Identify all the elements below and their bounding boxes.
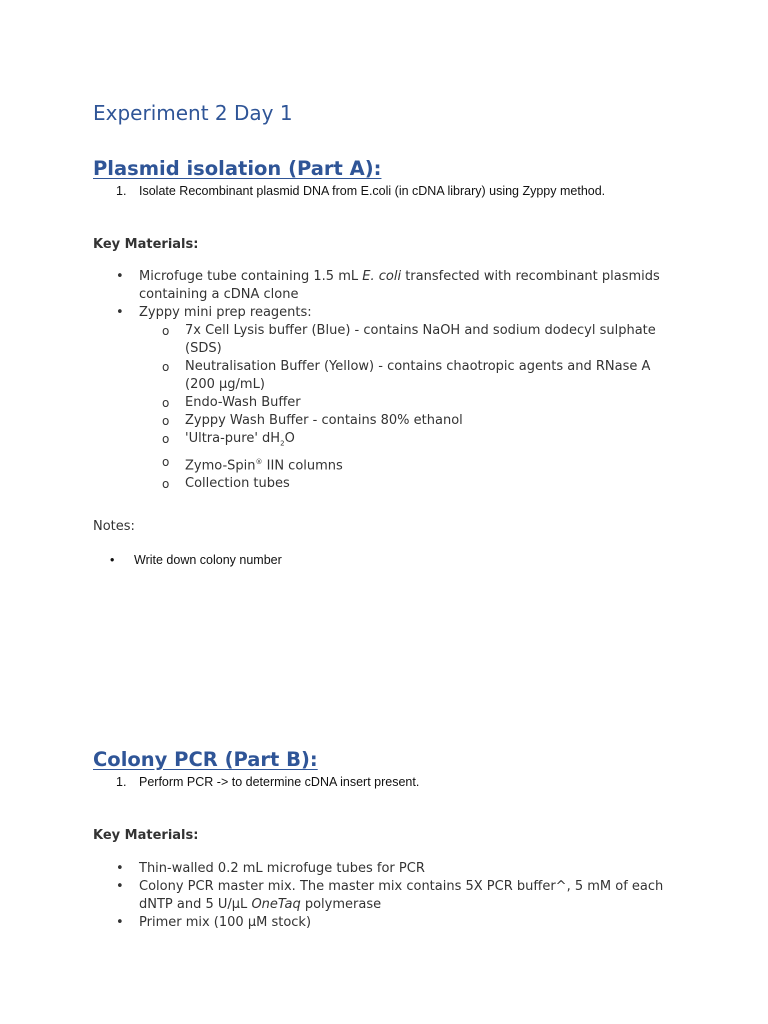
reagent-item: o Neutralisation Buffer (Yellow) - contains chaotropic agents and RNase A (200 µg/mL) (162, 358, 676, 394)
bullet: • (110, 553, 115, 567)
reagent-item: o Endo-Wash Buffer (162, 394, 676, 412)
enzyme-name: OneTaq (251, 897, 301, 912)
material-text: Microfuge tube containing 1.5 mL (139, 269, 363, 284)
part-a-step-1 (116, 184, 605, 198)
material-item (116, 268, 676, 304)
reagent-item: o Collection tubes (162, 475, 676, 493)
step-number: 1. (116, 184, 127, 198)
reagent-text: 'Ultra-pure' dH (185, 431, 281, 446)
reagent-item: o Zyppy Wash Buffer - contains 80% ethanol (162, 412, 676, 430)
step-text: Perform PCR -> to determine cDNA insert present. (139, 775, 420, 789)
part-a-materials-label: Key Materials: (93, 237, 199, 252)
part-a-materials-list (116, 268, 676, 493)
reagent-item: o 7x Cell Lysis buffer (Blue) - contains NaOH and sodium dodecyl sulphate (SDS) (162, 322, 676, 358)
reagent-item (162, 430, 676, 453)
part-b-step-1 (116, 775, 419, 789)
reagent-sublist (139, 322, 676, 493)
section-heading-part-b: Colony PCR (Part B): (93, 748, 318, 771)
material-item (116, 304, 676, 493)
material-text: polymerase (300, 897, 382, 912)
step-number: 1. (116, 775, 127, 789)
material-item: • Thin-walled 0.2 mL microfuge tubes for PCR (116, 860, 676, 878)
reagent-text: IIN columns (262, 457, 343, 473)
part-b-materials-label: Key Materials: (93, 828, 199, 843)
step-text: Isolate Recombinant plasmid DNA from E.coli (in cDNA library) using Zyppy method. (139, 184, 606, 198)
notes-list (110, 553, 282, 567)
subscript: 2 (280, 439, 285, 448)
part-b-materials-list (116, 860, 676, 932)
reagent-text: O (284, 431, 295, 446)
material-text: Zyppy mini prep reagents: (139, 305, 312, 320)
material-item: • Primer mix (100 µM stock) (116, 914, 676, 932)
superscript: ® (255, 457, 263, 466)
material-text: transfected with recombinant plasmids containing a cDNA clone (139, 269, 660, 302)
notes-label: Notes: (93, 519, 135, 534)
organism-name: E. coli (362, 269, 402, 284)
section-heading-part-a: Plasmid isolation (Part A): (93, 157, 382, 180)
document-title: Experiment 2 Day 1 (93, 101, 293, 125)
reagent-item (162, 453, 676, 475)
reagent-text: Zymo-Spin (185, 457, 256, 473)
note-item: Write down colony number (134, 553, 282, 567)
material-item (116, 878, 676, 914)
material-text: Colony PCR master mix. The master mix contains 5X PCR buffer^, 5 mM of each dNTP and 5 U/µL (139, 879, 664, 912)
